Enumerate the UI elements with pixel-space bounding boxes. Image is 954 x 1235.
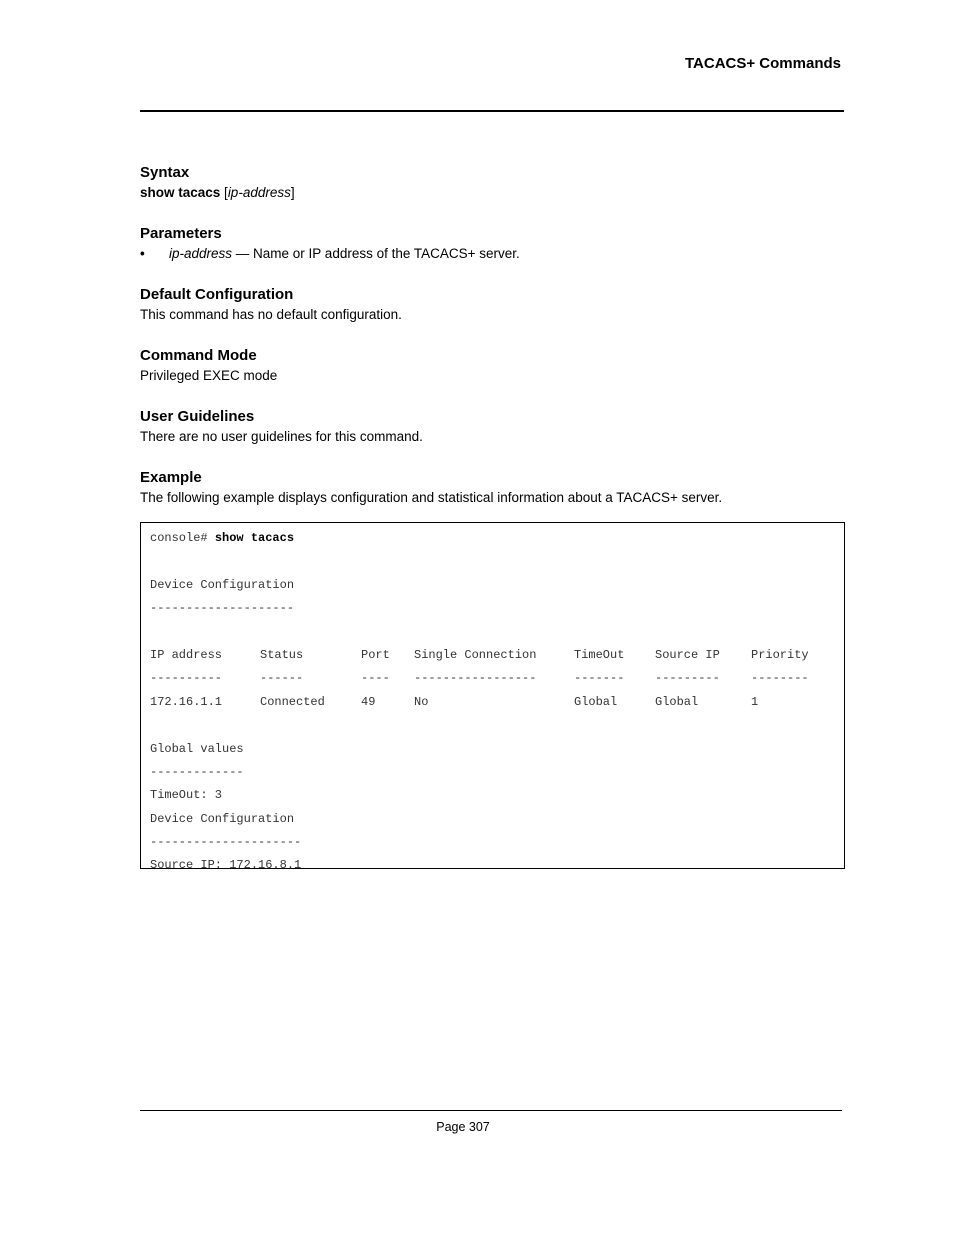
cell-ip-address: 172.16.1.1 — [150, 694, 223, 709]
page-number: Page 307 — [436, 1120, 490, 1134]
parameters-heading: Parameters — [140, 225, 222, 242]
code-global-title: Global values — [150, 741, 244, 756]
user-guidelines-text: There are no user guidelines for this command. — [140, 429, 423, 444]
cell-timeout: Global — [574, 694, 618, 709]
code-global-rule: ------------- — [150, 764, 244, 779]
syntax-close-bracket: ] — [290, 185, 295, 200]
code-prompt-line — [150, 527, 844, 550]
rule-ip-address: ---------- — [150, 671, 223, 686]
syntax-open-bracket: [ — [220, 185, 228, 200]
col-status: Status — [260, 647, 304, 662]
col-single-connection: Single Connection — [414, 647, 537, 662]
code-device-config-rule: -------------------- — [150, 601, 295, 616]
col-port: Port — [361, 647, 390, 662]
cell-status: Connected — [260, 694, 325, 709]
syntax-heading: Syntax — [140, 164, 190, 181]
document-body — [140, 163, 844, 529]
code-table-rule — [150, 667, 844, 690]
running-header: TACACS+ Commands — [685, 55, 841, 72]
code-device-config-rule-2: --------------------- — [150, 835, 302, 850]
syntax-line — [140, 183, 844, 203]
col-source-ip: Source IP — [655, 647, 720, 662]
parameter-name: ip-address — [169, 246, 233, 261]
code-blank-line — [150, 550, 844, 573]
parameter-item — [140, 244, 844, 264]
code-device-config-title-2: Device Configuration — [150, 811, 295, 826]
cell-source-ip: Global — [655, 694, 699, 709]
rule-single-connection: ----------------- — [414, 671, 537, 686]
cell-single-connection: No — [414, 694, 429, 709]
col-priority: Priority — [751, 647, 809, 662]
rule-source-ip: --------- — [655, 671, 720, 686]
syntax-param: ip-address — [227, 185, 291, 200]
code-blank-line — [150, 714, 844, 737]
rule-priority: -------- — [751, 671, 809, 686]
col-ip-address: IP address — [150, 647, 223, 662]
rule-timeout: ------- — [574, 671, 625, 686]
example-text: The following example displays configuration and statistical information about a TACACS+ server. — [140, 490, 723, 505]
code-table-row — [150, 691, 844, 714]
parameter-text — [169, 244, 520, 264]
code-command: show tacacs — [214, 531, 295, 545]
rule-port: ---- — [361, 671, 390, 686]
header-rule — [140, 110, 844, 112]
cell-port: 49 — [361, 694, 376, 709]
user-guidelines-heading: User Guidelines — [140, 408, 255, 425]
default-config-text: This command has no default configuration. — [140, 307, 402, 322]
code-timeout-line: TimeOut: 3 — [150, 788, 223, 803]
default-config-heading: Default Configuration — [140, 286, 294, 303]
example-heading: Example — [140, 469, 202, 486]
code-prompt: console# — [150, 531, 215, 545]
cell-priority: 1 — [751, 694, 759, 709]
bullet-icon: • — [140, 246, 145, 261]
code-example-box — [140, 522, 845, 873]
footer-rule — [140, 1110, 842, 1111]
parameter-desc: — Name or IP address of the TACACS+ server. — [232, 246, 520, 261]
command-mode-heading: Command Mode — [140, 347, 257, 364]
code-blank-line — [150, 621, 844, 644]
rule-status: ------ — [260, 671, 304, 686]
command-mode-text: Privileged EXEC mode — [140, 368, 278, 383]
code-source-ip-line: Source IP: 172.16.8.1 — [150, 858, 302, 873]
syntax-command: show tacacs — [140, 185, 221, 200]
code-device-config-title: Device Configuration — [150, 577, 295, 592]
code-table-header — [150, 644, 844, 667]
col-timeout: TimeOut — [574, 647, 625, 662]
